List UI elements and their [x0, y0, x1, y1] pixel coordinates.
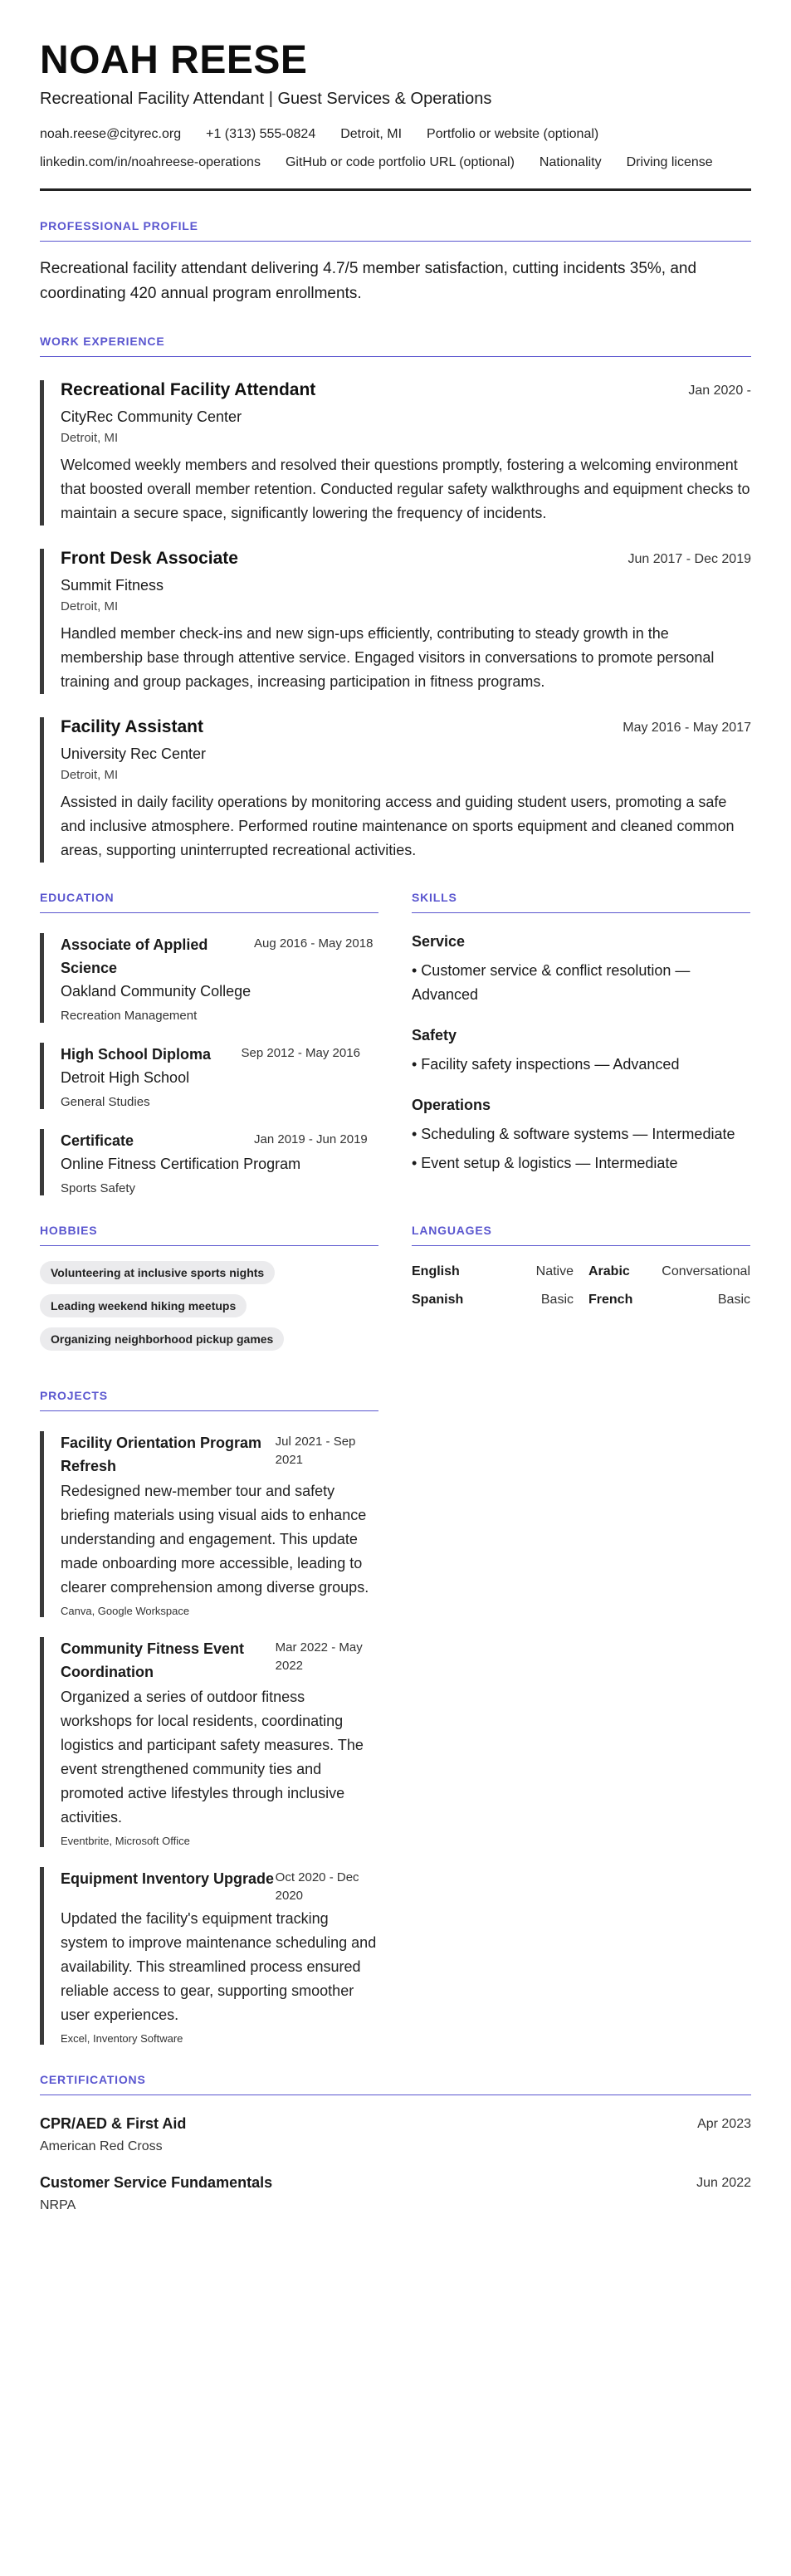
section-title: WORK EXPERIENCE	[40, 335, 751, 357]
hobbies-languages-row	[40, 1224, 751, 1361]
degree-name: High School Diploma	[61, 1046, 212, 1063]
language-level: Basic	[540, 1293, 574, 1308]
hobby-chips	[40, 1261, 378, 1361]
skill-group	[412, 1097, 750, 1176]
job-date: Jan 2020 -	[688, 384, 751, 398]
section-title: SKILLS	[412, 891, 750, 913]
certification-entry	[40, 2115, 751, 2154]
project-title: Equipment Inventory Upgrade	[61, 1870, 275, 1888]
school-name: Oakland Community College	[61, 983, 251, 1000]
company-name: Summit Fitness	[61, 577, 164, 594]
contact-nationality: Nationality	[539, 155, 602, 170]
contact-list	[40, 127, 751, 170]
study-field: Sports Safety	[61, 1181, 136, 1196]
language-name: Spanish	[412, 1293, 464, 1308]
contact-location: Detroit, MI	[340, 127, 403, 142]
certification-issuer: American Red Cross	[40, 2139, 163, 2154]
language-level: Conversational	[662, 1264, 750, 1279]
contact-portfolio[interactable]: Portfolio or website (optional)	[427, 127, 599, 142]
project-tech: Canva, Google Workspace	[61, 1605, 190, 1618]
contact-linkedin[interactable]: linkedin.com/in/noahreese-operations	[40, 155, 261, 170]
project-entry	[40, 1867, 378, 2045]
education-entry	[40, 1043, 378, 1109]
skill-item: • Facility safety inspections — Advanced	[412, 1056, 680, 1073]
study-field: General Studies	[61, 1095, 150, 1110]
certification-entry	[40, 2174, 751, 2213]
certification-date: Apr 2023	[697, 2117, 751, 2132]
job-description: Assisted in daily facility operations by monitoring access and guiding student users, promoting a safe and inclusive atmosphere. Performed routine maintenance on sports equipment and cleaned common areas, supporting uninterrupted recreational activities.	[61, 794, 735, 859]
education-date: Jan 2019 - Jun 2019	[254, 1132, 368, 1147]
empty-column	[412, 1389, 750, 2045]
language-item	[412, 1293, 574, 1308]
education-skills-row	[40, 891, 751, 1195]
language-list	[412, 1264, 750, 1308]
job-location: Detroit, MI	[61, 599, 119, 614]
language-name: English	[412, 1264, 460, 1279]
candidate-role: Recreational Facility Attendant | Guest Services & Operations	[40, 90, 492, 109]
study-field: Recreation Management	[61, 1009, 198, 1024]
experience-section	[40, 335, 751, 863]
contact-email[interactable]: noah.reese@cityrec.org	[40, 127, 182, 142]
school-name: Detroit High School	[61, 1069, 190, 1087]
contact-license: Driving license	[626, 155, 713, 170]
section-title: LANGUAGES	[412, 1224, 750, 1246]
job-date: May 2016 - May 2017	[623, 721, 751, 736]
skill-item: • Scheduling & software systems — Intermediate	[412, 1126, 735, 1143]
certification-date: Jun 2022	[696, 2176, 751, 2191]
education-entry	[40, 933, 378, 1023]
job-description: Handled member check-ins and new sign-ups efficiently, contributing to steady growth in the membership base through attentive service. Engaged visitors in conversations to promote personal training and group packages, increasing participation in fitness programs.	[61, 625, 715, 691]
section-title: HOBBIES	[40, 1224, 378, 1246]
section-title: EDUCATION	[40, 891, 378, 913]
skills-section	[412, 891, 750, 1195]
degree-name: Associate of Applied Science	[61, 936, 208, 977]
job-location: Detroit, MI	[61, 431, 119, 446]
projects-section	[40, 1389, 378, 2045]
hobby-chip: Leading weekend hiking meetups	[40, 1294, 247, 1317]
project-description: Redesigned new-member tour and safety briefing materials using visual aids to enhance understanding and engagement. This update made onboarding more accessible, leading to clearer comprehension among diverse groups.	[61, 1483, 369, 1596]
section-title: CERTIFICATIONS	[40, 2073, 751, 2095]
company-name: University Rec Center	[61, 745, 207, 763]
skill-category: Operations	[412, 1097, 491, 1114]
profile-summary: Recreational facility attendant delivering 4.7/5 member satisfaction, cutting incidents 35%, and coordinating 420 annual program enrollments.	[40, 260, 697, 303]
header-divider	[40, 188, 751, 191]
language-item	[412, 1264, 574, 1279]
candidate-name: NOAH REESE	[40, 38, 308, 82]
experience-entry	[40, 717, 751, 863]
job-title: Recreational Facility Attendant	[61, 380, 316, 400]
hobbies-section	[40, 1224, 378, 1361]
project-tech: Eventbrite, Microsoft Office	[61, 1835, 190, 1848]
education-date: Aug 2016 - May 2018	[254, 936, 374, 951]
company-name: CityRec Community Center	[61, 408, 242, 426]
section-title: PROFESSIONAL PROFILE	[40, 219, 751, 242]
projects-row	[40, 1389, 751, 2045]
project-entry	[40, 1431, 378, 1617]
skill-group	[412, 933, 750, 1007]
job-title: Facility Assistant	[61, 717, 203, 737]
education-entry	[40, 1129, 378, 1195]
certification-name: Customer Service Fundamentals	[40, 2174, 273, 2192]
experience-entry	[40, 380, 751, 525]
profile-section	[40, 219, 751, 306]
job-date: Jun 2017 - Dec 2019	[627, 552, 751, 567]
language-item	[588, 1293, 750, 1308]
education-date: Sep 2012 - May 2016	[241, 1046, 360, 1061]
hobby-chip: Volunteering at inclusive sports nights	[40, 1261, 275, 1284]
hobby-chip: Organizing neighborhood pickup games	[40, 1327, 284, 1351]
section-title: PROJECTS	[40, 1389, 378, 1411]
certification-name: CPR/AED & First Aid	[40, 2115, 187, 2133]
language-level: Native	[535, 1264, 574, 1279]
skill-category: Service	[412, 933, 466, 951]
job-title: Front Desk Associate	[61, 549, 238, 569]
contact-github[interactable]: GitHub or code portfolio URL (optional)	[285, 155, 515, 170]
project-entry	[40, 1637, 378, 1847]
language-name: French	[588, 1293, 633, 1308]
project-title: Facility Orientation Program Refresh	[61, 1435, 262, 1475]
skill-category: Safety	[412, 1027, 457, 1044]
job-location: Detroit, MI	[61, 768, 119, 783]
school-name: Online Fitness Certification Program	[61, 1156, 301, 1173]
resume-header	[40, 40, 751, 191]
job-description: Welcomed weekly members and resolved their questions promptly, fostering a welcoming environment that boosted overall member retention. Conducted regular safety walkthroughs and equipment checks to maintain a secure space, significantly lowering the frequency of incidents.	[61, 457, 750, 522]
project-date: Mar 2022 - May 2022	[275, 1640, 363, 1674]
project-tech: Excel, Inventory Software	[61, 2032, 183, 2046]
language-level: Basic	[717, 1293, 750, 1308]
project-date: Oct 2020 - Dec 2020	[275, 1870, 359, 1904]
skill-item: • Customer service & conflict resolution — Advanced	[412, 962, 691, 1004]
skill-group	[412, 1027, 750, 1077]
experience-entry	[40, 549, 751, 694]
degree-name: Certificate	[61, 1132, 134, 1150]
project-title: Community Fitness Event Coordination	[61, 1640, 245, 1681]
certification-issuer: NRPA	[40, 2198, 76, 2213]
education-section	[40, 891, 378, 1195]
project-description: Organized a series of outdoor fitness workshops for local residents, coordinating logistics and participant safety measures. The event strengthened community ties and promoted active lifestyles through inclusive activities.	[61, 1689, 364, 1826]
project-date: Jul 2021 - Sep 2021	[275, 1435, 356, 1468]
language-item	[588, 1264, 750, 1279]
languages-section	[412, 1224, 750, 1361]
project-description: Updated the facility's equipment tracking system to improve maintenance scheduling and availability. This streamlined process ensured reliable access to gear, supporting smoother user experiences.	[61, 1910, 377, 2024]
contact-phone[interactable]: +1 (313) 555-0824	[206, 127, 316, 142]
language-name: Arabic	[588, 1264, 630, 1279]
skill-item: • Event setup & logistics — Intermediate	[412, 1155, 678, 1172]
certifications-section	[40, 2073, 751, 2213]
